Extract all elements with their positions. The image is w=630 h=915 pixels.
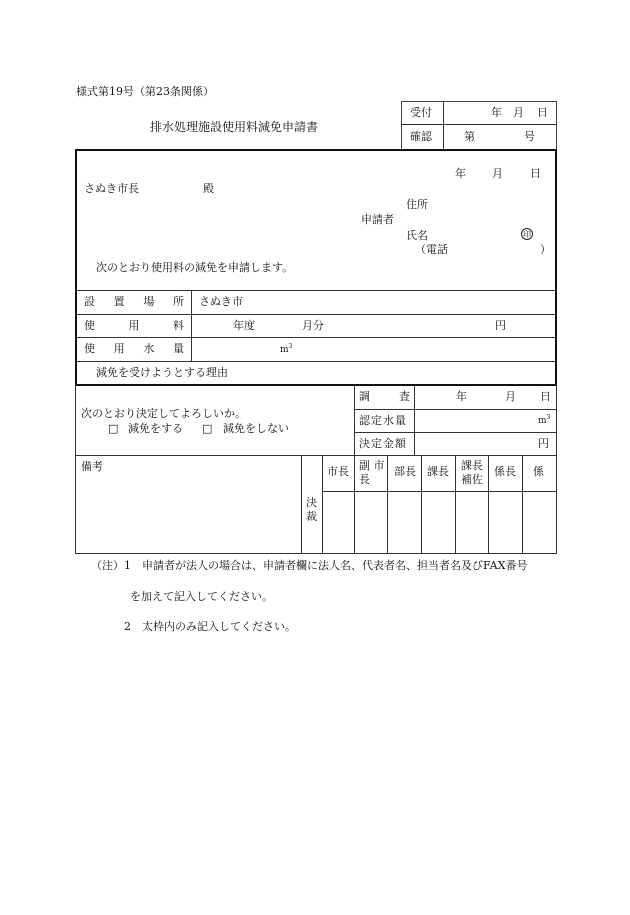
reason-label: 減免を受けようとする理由 xyxy=(96,366,228,379)
application-date-year: 年 xyxy=(455,167,466,180)
decided-amount-label: 決定金額 xyxy=(359,437,407,450)
approval-col-mayor: 市長 xyxy=(327,465,349,478)
location-value: さぬき市 xyxy=(199,295,243,308)
decision-question: 次のとおり決定してよろしいか。 xyxy=(81,407,246,420)
survey-day: 日 xyxy=(540,390,551,403)
note-1-text: 申請者が法人の場合は、申請者欄に法人名、代表者名、担当者名及びFAX番号 xyxy=(142,559,528,572)
received-day: 日 xyxy=(537,106,548,119)
notes-prefix: （注） xyxy=(91,559,124,572)
honorific: 殿 xyxy=(203,182,214,195)
approval-label: 決裁 xyxy=(306,496,317,523)
addressee: さぬき市長 xyxy=(84,182,139,195)
survey-year: 年 xyxy=(456,390,467,403)
option-deny-label: 減免をしない xyxy=(223,422,289,435)
application-date-month: 月 xyxy=(492,167,503,180)
name-label: 氏名 xyxy=(406,229,428,242)
application-statement: 次のとおり使用料の減免を申請します。 xyxy=(96,261,294,274)
survey-label: 調 査 xyxy=(359,390,410,403)
note-1-number: 1 xyxy=(124,559,131,572)
fee-label: 使 用 料 xyxy=(84,319,184,332)
approval-col-director: 部長 xyxy=(394,465,416,478)
form-title: 排水処理施設使用料減免申請書 xyxy=(150,120,319,134)
phone-label: （電話 xyxy=(415,243,448,256)
option-grant-label: 減免をする xyxy=(128,422,183,435)
received-year: 年 xyxy=(491,106,502,119)
applicant-label: 申請者 xyxy=(361,213,394,226)
approved-water-label: 認定水量 xyxy=(359,414,407,427)
note-1-continuation: を加えて記入してください。 xyxy=(130,590,273,603)
confirm-no-suffix: 号 xyxy=(524,130,535,143)
location-label: 設 置 場 所 xyxy=(84,295,184,308)
form-number: 様式第19号（第23条関係） xyxy=(76,85,214,98)
survey-month: 月 xyxy=(505,390,516,403)
application-date-day: 日 xyxy=(530,167,541,180)
note-2-text: 太枠内のみ記入してください。 xyxy=(142,620,296,633)
received-month: 月 xyxy=(513,106,524,119)
water-unit: $m^3$ xyxy=(280,343,293,355)
checkbox-grant[interactable]: □ xyxy=(108,422,119,435)
seal-icon: 印 xyxy=(523,230,531,239)
confirm-no-prefix: 第 xyxy=(464,130,475,143)
approved-water-unit: $m^3$ xyxy=(538,414,551,426)
address-label: 住所 xyxy=(406,198,428,211)
water-label: 使 用 水 量 xyxy=(84,342,184,355)
received-label: 受付 xyxy=(410,106,432,119)
remarks-label: 備考 xyxy=(81,460,103,473)
fee-yen: 円 xyxy=(495,319,506,332)
approval-col-staff: 係 xyxy=(533,465,544,478)
fee-month: 月分 xyxy=(302,319,324,332)
approval-col-section-chief: 課長 xyxy=(427,465,449,478)
approval-col-subsection-chief: 係長 xyxy=(494,465,516,478)
fee-fiscal-year: 年度 xyxy=(233,319,255,332)
note-2-number: 2 xyxy=(124,620,131,633)
checkbox-deny[interactable]: □ xyxy=(202,422,213,435)
approval-col-deputy-mayor: 副 市 長 xyxy=(359,459,385,486)
phone-close: ） xyxy=(540,243,551,256)
decided-amount-unit: 円 xyxy=(538,437,549,450)
confirm-label: 確認 xyxy=(410,130,432,143)
approval-col-assistant-chief: 課長 補佐 xyxy=(461,459,483,486)
